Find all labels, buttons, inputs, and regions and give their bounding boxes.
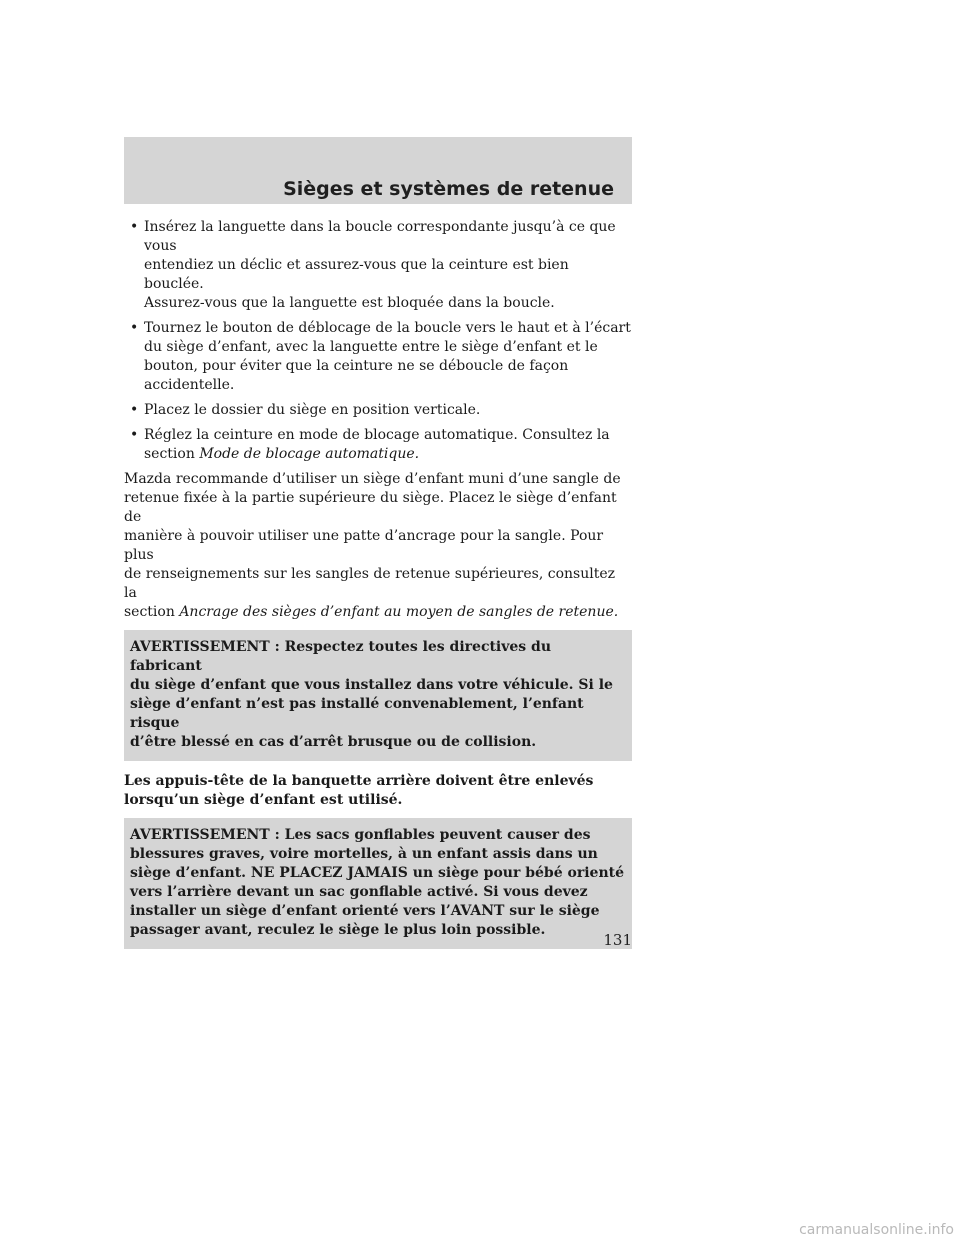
warning-line: siège d’enfant n’est pas installé convenablement, l’enfant risque <box>130 696 584 731</box>
warning-box-installation <box>124 630 632 761</box>
warning-line: du siège d’enfant que vous installez dans votre véhicule. Si le <box>130 677 613 693</box>
line-prefix: section <box>144 446 200 462</box>
bullet-item-2 <box>124 319 632 395</box>
bullet-line <box>144 445 632 464</box>
warning-line: AVERTISSEMENT : Respectez toutes les directives du fabricant <box>130 639 552 674</box>
watermark: carmanualsonline.info <box>799 1222 954 1238</box>
bullet-line: Réglez la ceinture en mode de blocage automatique. Consultez la <box>144 427 610 443</box>
note-line: lorsqu’un siège d’enfant est utilisé. <box>124 792 403 808</box>
paragraph-line: retenue fixée à la partie supérieure du siège. Placez le siège d’enfant de <box>124 490 617 525</box>
bullet-dot: • <box>130 427 139 443</box>
page-number: 131 <box>603 931 632 949</box>
paragraph-line: de renseignements sur les sangles de retenue supérieures, consultez la <box>124 566 615 601</box>
bullet-dot: • <box>130 320 139 336</box>
bullet-line: accidentelle. <box>144 377 235 393</box>
warning-line: AVERTISSEMENT : Les sacs gonflables peuvent causer des <box>130 827 591 843</box>
paragraph-line: Mazda recommande d’utiliser un siège d’enfant muni d’une sangle de <box>124 471 621 487</box>
bullet-item-3 <box>124 401 632 420</box>
warning-line: passager avant, reculez le siège le plus loin possible. <box>130 922 546 938</box>
bullet-dot: • <box>130 219 139 235</box>
warning-box-airbag <box>124 818 632 949</box>
section-header-band <box>124 137 632 204</box>
bullet-line: du siège d’enfant, avec la languette entre le siège d’enfant et le <box>144 339 598 355</box>
bullet-line: Assurez-vous que la languette est bloquée dans la boucle. <box>144 295 555 311</box>
bullet-item-1 <box>124 218 632 313</box>
warning-line: installer un siège d’enfant orienté vers l’AVANT sur le siège <box>130 903 600 919</box>
section-reference: Mode de blocage automatique. <box>199 446 420 462</box>
paragraph-mazda-recommendation <box>124 470 632 622</box>
section-reference: Ancrage des sièges d’enfant au moyen de sangles de retenue. <box>179 604 619 620</box>
note-line: Les appuis-tête de la banquette arrière doivent être enlevés <box>124 773 594 789</box>
warning-line: d’être blessé en cas d’arrêt brusque ou de collision. <box>130 734 537 750</box>
paragraph-line <box>124 603 632 622</box>
bullet-line: Tournez le bouton de déblocage de la boucle vers le haut et à l’écart <box>144 320 631 336</box>
bullet-line: bouton, pour éviter que la ceinture ne se déboucle de façon <box>144 358 569 374</box>
line-prefix: section <box>124 604 180 620</box>
headrest-note <box>124 772 632 810</box>
warning-line: vers l’arrière devant un sac gonflable activé. Si vous devez <box>130 884 588 900</box>
bullet-item-4 <box>124 426 632 464</box>
warning-line: siège d’enfant. NE PLACEZ JAMAIS un siège pour bébé orienté <box>130 865 624 881</box>
paragraph-line: manière à pouvoir utiliser une patte d’ancrage pour la sangle. Pour plus <box>124 528 604 563</box>
bullet-line: Insérez la languette dans la boucle correspondante jusqu’à ce que vous <box>144 219 616 254</box>
bullet-line: Placez le dossier du siège en position verticale. <box>144 402 481 418</box>
section-title: Sièges et systèmes de retenue <box>283 178 614 200</box>
page-content <box>124 218 632 949</box>
bullet-dot: • <box>130 402 139 418</box>
bullet-line: entendiez un déclic et assurez-vous que la ceinture est bien bouclée. <box>144 257 569 292</box>
warning-line: blessures graves, voire mortelles, à un enfant assis dans un <box>130 846 598 862</box>
